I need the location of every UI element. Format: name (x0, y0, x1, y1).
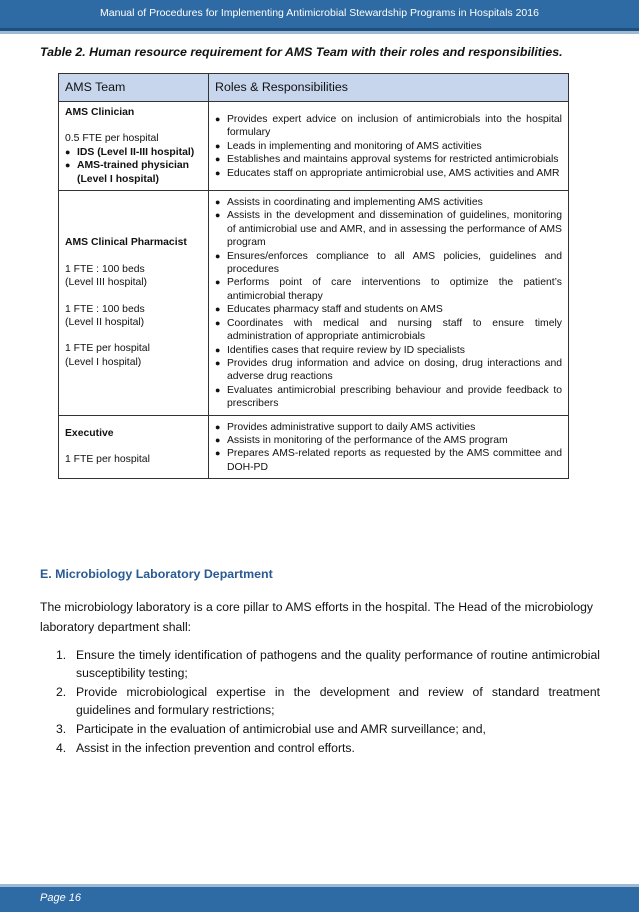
table-row (59, 415, 569, 479)
list-text: Provide microbiological expertise in the development and review of standard treatment guidelines and formulary restrictions; (76, 685, 600, 717)
roles-cell-clinician (209, 102, 569, 191)
page-footer (0, 884, 639, 912)
role-item: ● Ensures/enforces compliance to all AMS policies, guidelines and procedures (215, 250, 562, 277)
role-item: ● Provides expert advice on inclusion of antimicrobials into the hospital formulary (215, 113, 562, 140)
role-item: ● Provides drug information and advice on dosing, drug interactions and adverse drug reactions (215, 357, 562, 384)
list-item (56, 683, 600, 719)
team-cell-clinician (59, 102, 209, 191)
role-item: ● Establishes and maintains approval systems for restricted antimicrobials (215, 153, 562, 166)
list-text: Participate in the evaluation of antimicrobial use and AMR surveillance; and, (76, 722, 486, 736)
list-item (56, 739, 600, 757)
column-header-roles: Roles & Responsibilities (209, 74, 569, 102)
team-line: (Level III hospital) (65, 277, 148, 289)
list-number: 2. (56, 685, 67, 699)
list-text: Ensure the timely identification of pathogens and the quality performance of routine antimicrobial susceptibility testing; (76, 648, 600, 680)
list-item (56, 720, 600, 738)
section-heading: E. Microbiology Laboratory Department (40, 567, 273, 581)
team-bullet: ● IDS (Level II-III hospital) (65, 146, 202, 159)
roles-cell-executive (209, 415, 569, 479)
team-cell-pharmacist (59, 191, 209, 416)
team-bullet: ● AMS-trained physician (Level I hospital) (65, 159, 202, 186)
column-header-ams-team: AMS Team (59, 74, 209, 102)
table-row (59, 102, 569, 191)
table-caption: Table 2. Human resource requirement for AMS Team with their roles and responsibilities. (40, 45, 563, 59)
role-item: ● Evaluates antimicrobial prescribing behaviour and provide feedback to prescribers (215, 384, 562, 411)
team-line: 1 FTE : 100 beds (65, 303, 145, 315)
role-item: ● Leads in implementing and monitoring of AMS activities (215, 140, 562, 153)
team-cell-executive (59, 415, 209, 479)
team-title: Executive (65, 427, 114, 439)
role-item: ● Educates staff on appropriate antimicrobial use, AMS activities and AMR (215, 167, 562, 180)
header-title: Manual of Procedures for Implementing Antimicrobial Stewardship Programs in Hospitals 2016 (100, 7, 539, 19)
role-item: ● Assists in the development and dissemination of guidelines, monitoring of antimicrobial use and AMR, and in assessing the performance of AMS program (215, 209, 562, 249)
team-line: 1 FTE : 100 beds (65, 263, 145, 275)
role-item: ● Assists in monitoring of the performance of the AMS program (215, 434, 562, 447)
team-title: AMS Clinician (65, 107, 135, 118)
table-header-row (59, 74, 569, 102)
team-line: 1 FTE per hospital (65, 343, 150, 355)
list-number: 1. (56, 648, 67, 662)
role-item: ● Assists in coordinating and implementing AMS activities (215, 196, 562, 209)
list-number: 3. (56, 722, 67, 736)
role-item: ● Performs point of care interventions to optimize the patient’s antimicrobial therapy (215, 276, 562, 303)
list-item (56, 646, 600, 682)
page-number: Page 16 (40, 892, 81, 904)
role-item: ● Coordinates with medical and nursing staff to ensure timely administration of appropriate antimicrobials (215, 317, 562, 344)
list-text: Assist in the infection prevention and control efforts. (76, 741, 355, 755)
role-item: ● Identifies cases that require review by ID specialists (215, 344, 562, 357)
ams-team-table (58, 73, 569, 479)
team-title: AMS Clinical Pharmacist (65, 237, 187, 249)
team-line: (Level I hospital) (65, 356, 142, 368)
list-number: 4. (56, 741, 67, 755)
role-item: ● Prepares AMS-related reports as requested by the AMS committee and DOH-PD (215, 447, 562, 474)
responsibility-list (56, 646, 600, 758)
section-paragraph: The microbiology laboratory is a core pillar to AMS efforts in the hospital. The Head of the microbiology laboratory department shall: (40, 600, 594, 634)
roles-cell-pharmacist (209, 191, 569, 416)
team-line: (Level II hospital) (65, 316, 145, 328)
role-item: ● Provides administrative support to daily AMS activities (215, 421, 562, 434)
role-item: ● Educates pharmacy staff and students on AMS (215, 303, 562, 316)
team-line: 0.5 FTE per hospital (65, 133, 159, 145)
table-row (59, 191, 569, 416)
team-line: 1 FTE per hospital (65, 454, 150, 466)
page-header (0, 0, 639, 31)
